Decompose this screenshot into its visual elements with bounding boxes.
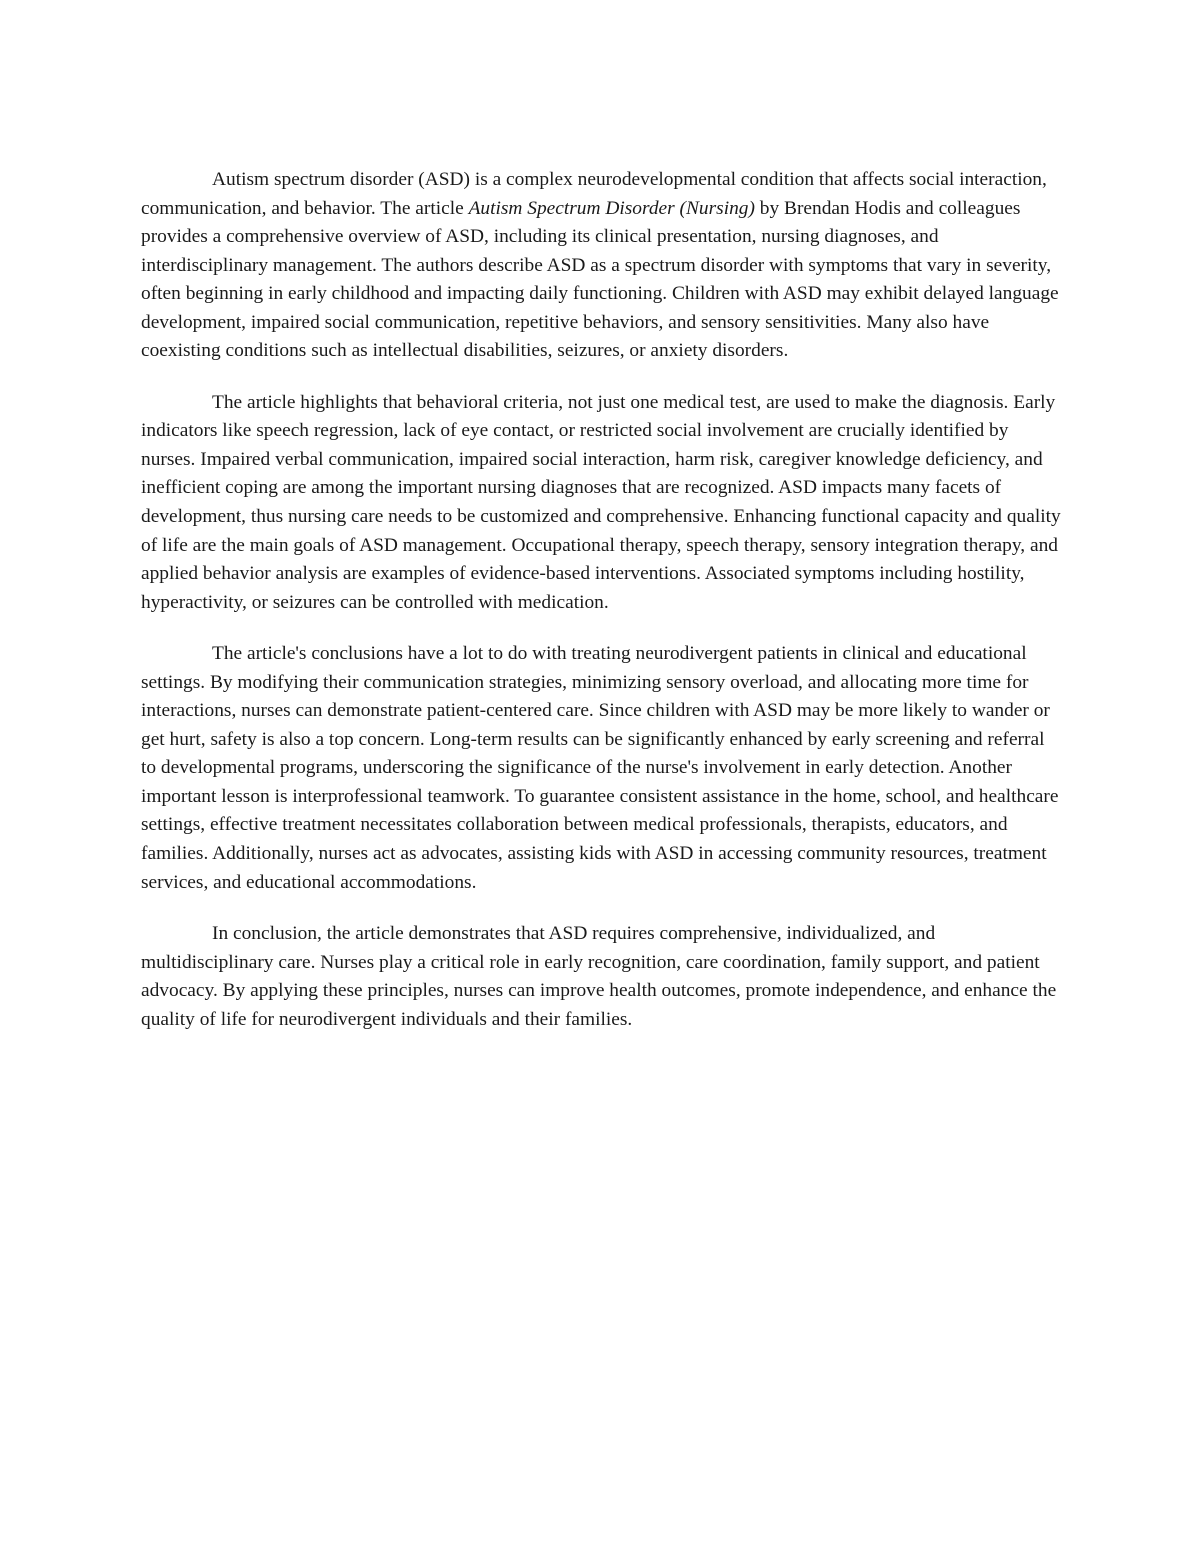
paragraph-4: In conclusion, the article demonstrates that ASD requires comprehensive, individualized, and multidisciplinary care. Nurses play a critical role in early recognition, care coordination, family support, and patient advocacy. By applying these principles, nurses can improve health outcomes, promote independence, and enhance the quality of life for neurodivergent individuals and their families. — [141, 923, 1057, 1030]
document-body — [141, 166, 1061, 1057]
paragraph-2: The article highlights that behavioral criteria, not just one medical test, are used to make the diagnosis. Early indicators like speech regression, lack of eye contact, or restricted social involvement are crucially identified by nurses. Impaired verbal communication, impaired social interaction, harm risk, caregiver knowledge deficiency, and inefficient coping are among the important nursing diagnoses that are recognized. ASD impacts many facets of development, thus nursing care needs to be customized and comprehensive. Enhancing functional capacity and quality of life are the main goals of ASD management. Occupational therapy, speech therapy, sensory integration therapy, and applied behavior analysis are examples of evidence-based interventions. Associated symptoms including hostility, hyperactivity, or seizures can be controlled with medication. — [141, 391, 1061, 613]
paragraph-3: The article's conclusions have a lot to do with treating neurodivergent patients in clinical and educational settings. By modifying their communication strategies, minimizing sensory overload, and allocating more time for interactions, nurses can demonstrate patient-centered care. Since children with ASD may be more likely to wander or get hurt, safety is also a top concern. Long-term results can be significantly enhanced by early screening and referral to developmental programs, underscoring the significance of the nurse's involvement in early detection. Another important lesson is interprofessional teamwork. To guarantee consistent assistance in the home, school, and healthcare settings, effective treatment necessitates collaboration between medical professionals, therapists, educators, and families. Additionally, nurses act as advocates, assisting kids with ASD in accessing community resources, treatment services, and educational accommodations. — [141, 643, 1059, 893]
article-title: Autism Spectrum Disorder (Nursing) — [468, 197, 755, 219]
paragraph-1-text-before: Autism spectrum disorder (ASD) is a complex neurodevelopmental condition that affects social interaction, communication, and behavior. The article — [141, 169, 1047, 219]
paragraph-1-text-after: by Brendan Hodis and colleagues provides a comprehensive overview of ASD, including its clinical presentation, nursing diagnoses, and interdisciplinary management. The authors describe ASD as a spectrum disorder with symptoms that vary in severity, often beginning in early childhood and impacting daily functioning. Children with ASD may exhibit delayed language development, impaired social communication, repetitive behaviors, and sensory sensitivities. Many also have coexisting conditions such as intellectual disabilities, seizures, or anxiety disorders. — [141, 197, 1059, 362]
paragraph-1 — [141, 166, 1061, 366]
